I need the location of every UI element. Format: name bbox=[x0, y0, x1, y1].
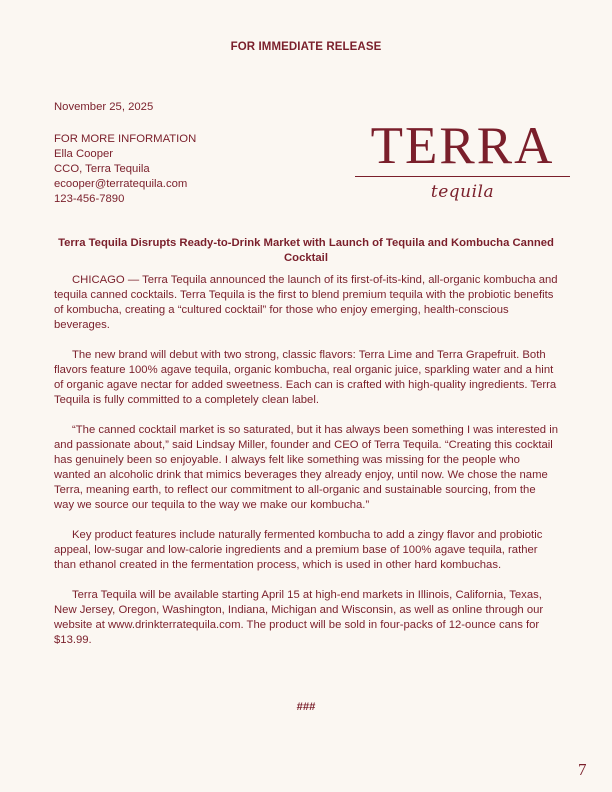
paragraph-3: “The canned cocktail market is so saturated, but it has always been something I was interested in and passionate about,” said Lindsay Miller, founder and CEO of Terra Tequila. “Creating this cocktail has genuinely been so enjoyable. I always felt like something was missing for the people who wanted an alcoholic drink that mimics beverages they already enjoy, until now. We chose the name Terra, meaning earth, to reflect our commitment to all-organic and sustainable sourcing, from the way we source our tequila to the way we make our kombucha.” bbox=[54, 424, 559, 511]
end-mark: ### bbox=[296, 701, 316, 713]
contact-email[interactable]: ecooper@terratequila.com bbox=[54, 178, 188, 190]
paragraph-4: Key product features include naturally fermented kombucha to add a zingy flavor and probiotic appeal, low-sugar and low-calorie ingredients and a premium base of 100% agave tequila, rather than ethanol created in the fermentation process, which is used in other hard kombuchas. bbox=[54, 529, 543, 571]
body-text bbox=[54, 273, 558, 663]
release-label: FOR IMMEDIATE RELEASE bbox=[230, 41, 382, 53]
contact-block bbox=[54, 132, 196, 207]
contact-heading: FOR MORE INFORMATION bbox=[54, 133, 197, 145]
contact-title: CCO, Terra Tequila bbox=[54, 163, 150, 175]
page-number: 7 bbox=[578, 760, 587, 779]
release-date: November 25, 2025 bbox=[54, 101, 154, 113]
contact-phone: 123-456-7890 bbox=[54, 193, 125, 205]
logo-subtitle: tequila bbox=[430, 182, 495, 202]
contact-name: Ella Cooper bbox=[54, 148, 114, 160]
paragraph-5: Terra Tequila will be available starting April 15 at high-end markets in Illinois, California, Texas, New Jersey, Oregon, Washington, Indiana, Michigan and Wisconsin, as well as online through our website at www.drinkterratequila.com. The product will be sold in four-packs of 12-ounce cans for $13.99. bbox=[54, 589, 544, 646]
logo-wordmark: TERRA bbox=[370, 117, 555, 175]
paragraph-2: The new brand will debut with two strong, classic flavors: Terra Lime and Terra Grapefruit. Both flavors feature 100% agave tequila, organic kombucha, real organic juice, sparkling water and a hint of organic agave nectar for added sweetness. Each can is crafted with high-quality ingredients. Terra Tequila is fully committed to a completely clean label. bbox=[54, 349, 557, 406]
terra-logo bbox=[355, 118, 570, 203]
paragraph-1: CHICAGO — Terra Tequila announced the launch of its first-of-its-kind, all-organic kombucha and tequila canned cocktails. Terra Tequila is the first to blend premium tequila with the probiotic benefits of kombucha, creating a “cultured cocktail” for those who enjoy emerging, health-conscious beverages. bbox=[54, 274, 558, 331]
headline: Terra Tequila Disrupts Ready-to-Drink Market with Launch of Tequila and Kombucha Canned Cocktail bbox=[58, 237, 554, 264]
logo-divider bbox=[355, 176, 570, 177]
